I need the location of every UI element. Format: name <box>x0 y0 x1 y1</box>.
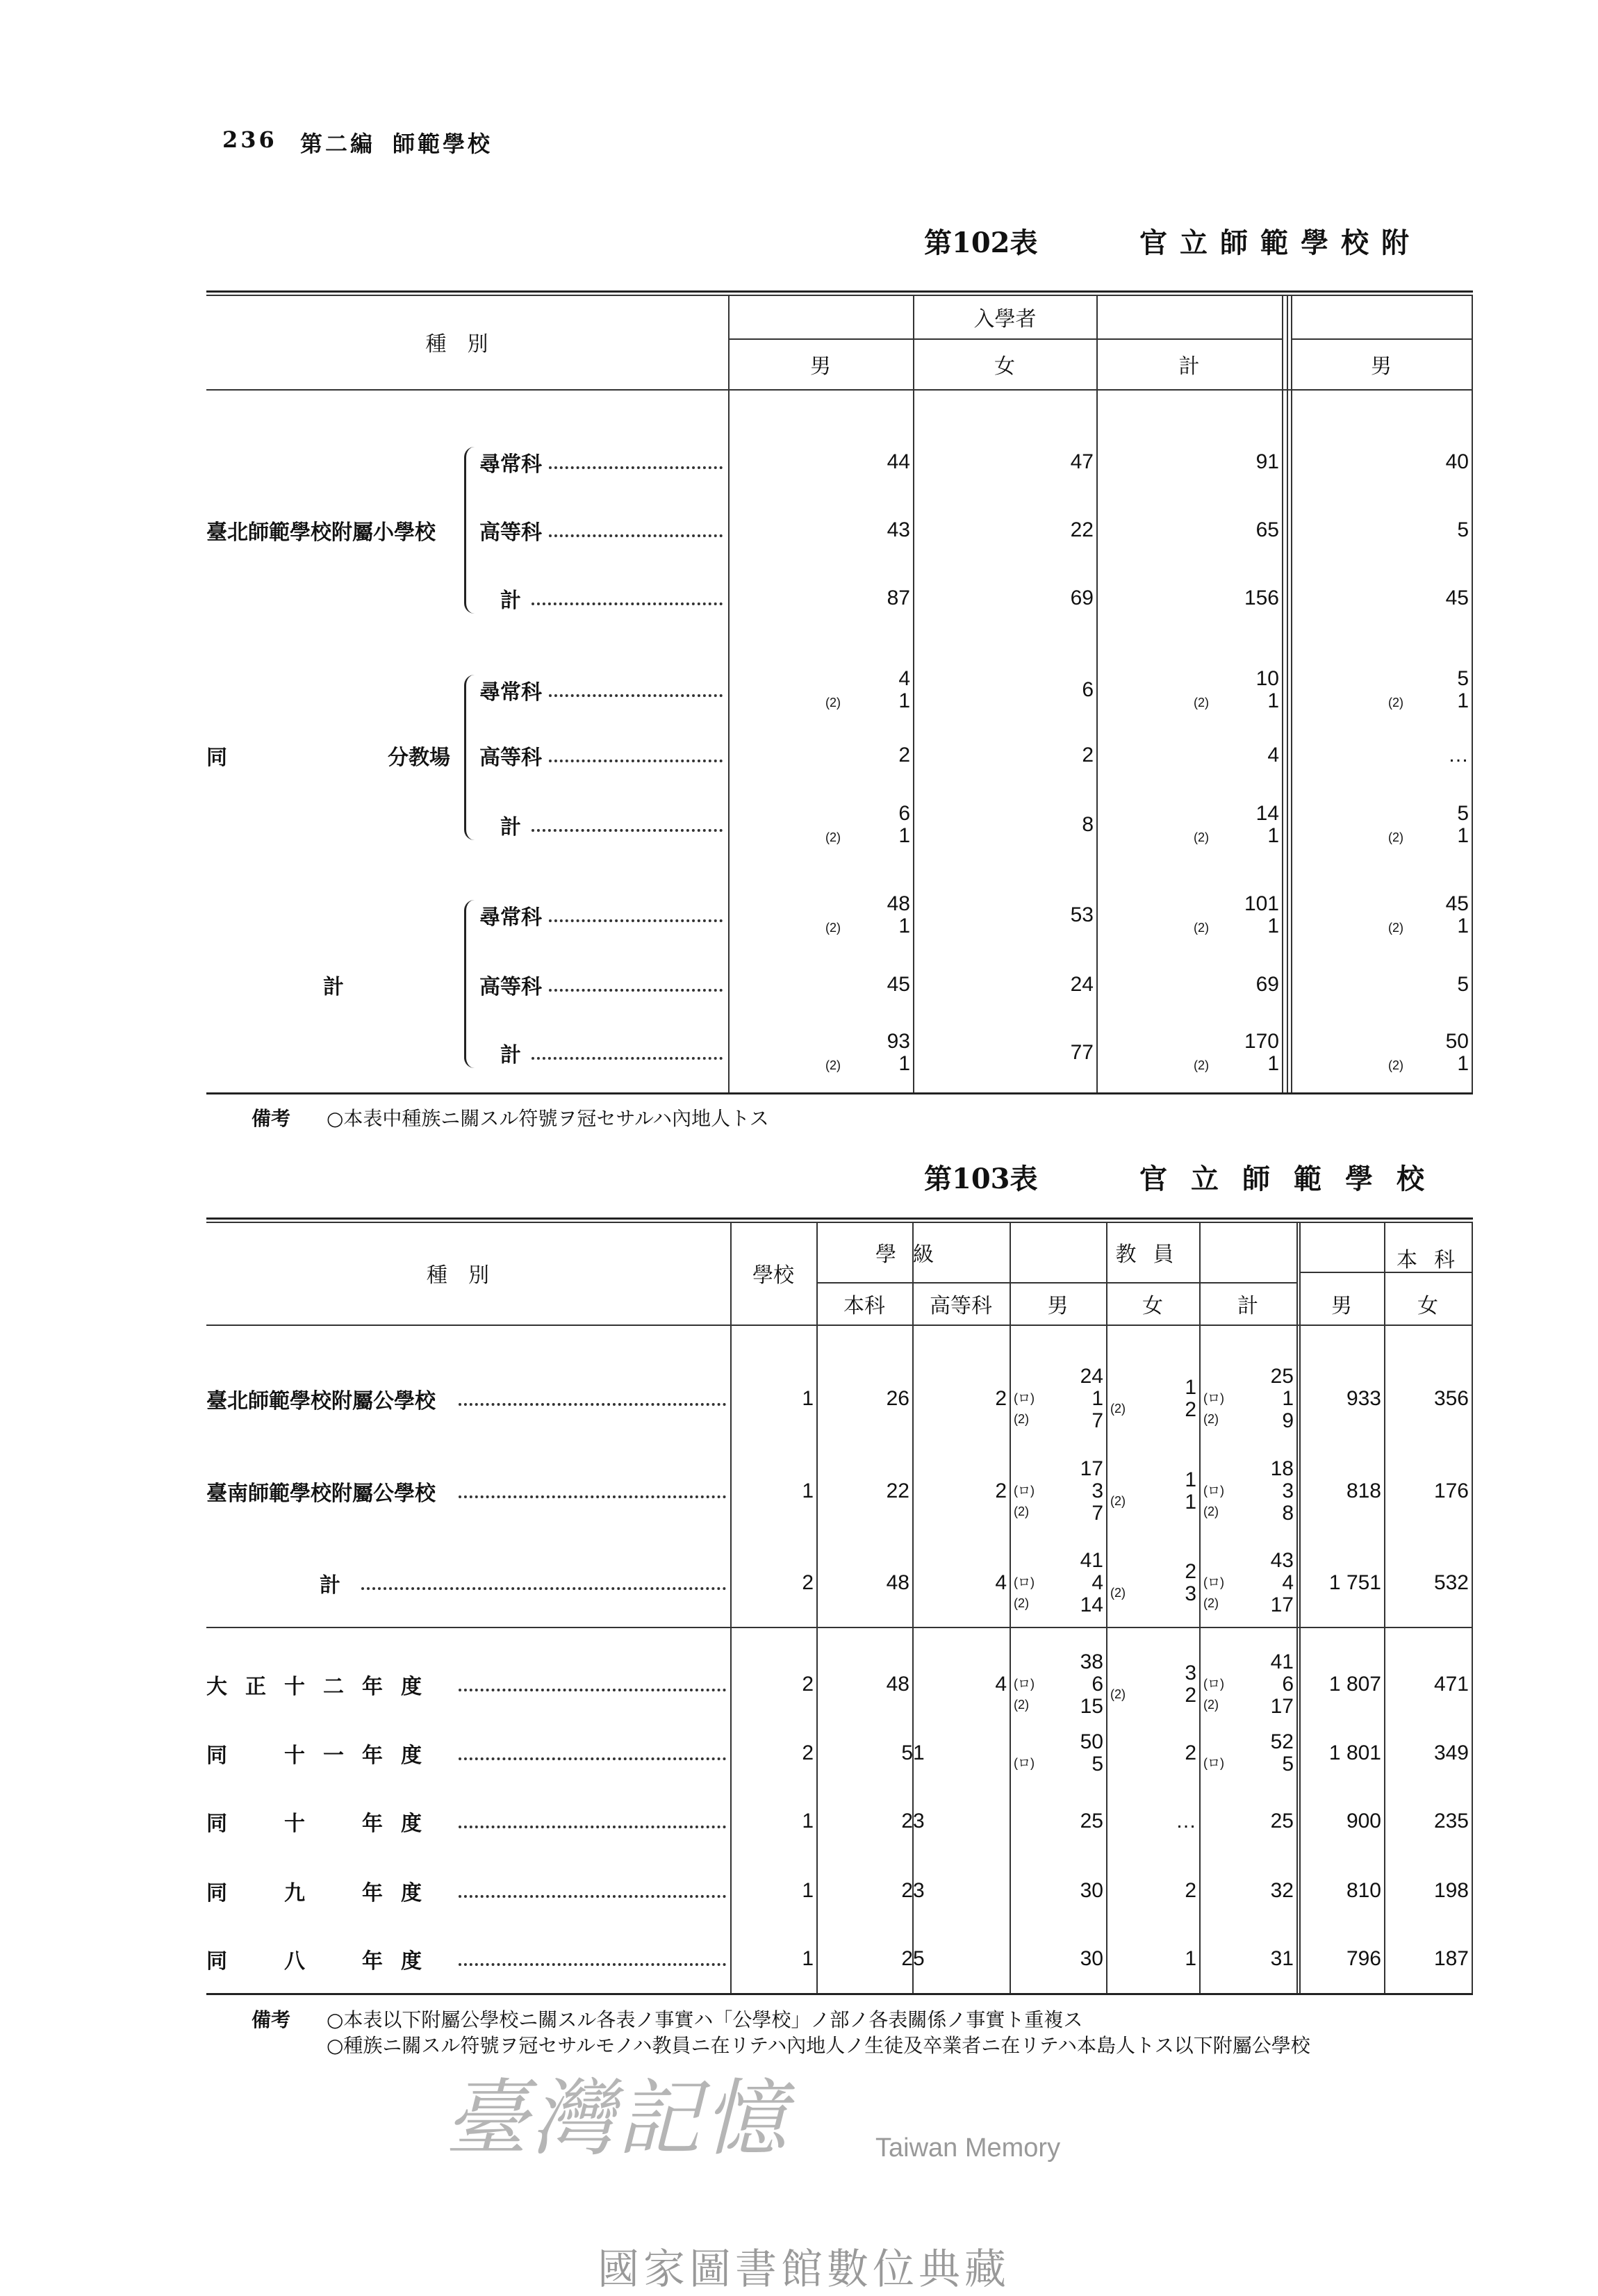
table-cell: 2 <box>802 1571 814 1594</box>
row-label: 尋常科 <box>479 680 542 705</box>
remark-text: ○本表中種族ニ關スル符號ヲ冠セサルハ內地人トス <box>327 1107 769 1130</box>
table-cell: 2 <box>802 1741 814 1764</box>
table103-number: 第103表 <box>924 1163 1038 1195</box>
cell-annotation: (2) <box>825 696 841 710</box>
leader-dots <box>459 1757 726 1760</box>
row-label: 高等科 <box>479 975 542 999</box>
table-cell: 23 <box>901 1879 925 1902</box>
page-number: 236 <box>222 126 277 153</box>
remark-label: 備考 <box>252 2008 291 2031</box>
table-cell: 2 <box>898 744 910 766</box>
table-cell: 235 <box>1433 1810 1469 1832</box>
table-cell: 349 <box>1433 1741 1469 1764</box>
leader-dots <box>532 829 723 832</box>
header-schools: 學校 <box>752 1263 794 1288</box>
column-divider <box>913 295 914 1092</box>
table-cell: 101 1 <box>1244 892 1279 937</box>
leader-dots <box>549 989 723 992</box>
leader-dots <box>459 1895 726 1898</box>
rule-line <box>206 1993 1473 1995</box>
table-cell: 69 <box>1255 973 1279 996</box>
header-male2: 男 <box>1371 354 1392 379</box>
table-cell: 45 <box>1445 587 1469 609</box>
table-cell: 5 <box>1457 518 1469 541</box>
table-cell: 176 <box>1433 1479 1469 1502</box>
row-label: 同 九 年度 <box>206 1881 440 1905</box>
cell-annotation: (2) <box>1388 1058 1403 1072</box>
brace-icon <box>464 675 475 840</box>
row-label: 高等科 <box>479 520 542 545</box>
header-female2: 女 <box>1417 1293 1438 1318</box>
table-cell: 87 <box>887 587 910 609</box>
cell-annotation: (2) <box>825 830 841 844</box>
cell-annotation: (2) <box>1110 1586 1126 1600</box>
table-cell: 4 <box>995 1673 1007 1696</box>
brace-icon <box>464 900 475 1068</box>
header-classes: 學級 <box>875 1242 950 1267</box>
table-cell: 23 <box>901 1810 925 1832</box>
table-cell: 41 4 14 <box>1080 1549 1103 1616</box>
leader-dots <box>459 1495 726 1498</box>
group-total-label: 計 <box>323 975 344 999</box>
table-cell: 4 1 <box>898 667 910 712</box>
table-cell: 6 1 <box>898 802 910 847</box>
leader-dots <box>459 1689 726 1691</box>
header-main: 本科 <box>843 1293 885 1318</box>
header-entrants: 入學者 <box>973 306 1037 331</box>
column-divider <box>1472 295 1473 1092</box>
leader-dots <box>459 1963 726 1966</box>
header-higher: 高等科 <box>930 1293 992 1318</box>
column-divider <box>1384 1222 1385 1993</box>
table-cell: 1 751 <box>1328 1571 1381 1594</box>
cell-annotation: (ロ) <box>1014 1756 1035 1770</box>
table-cell: 40 <box>1445 450 1469 473</box>
table-cell: 25 <box>901 1947 925 1970</box>
table-cell: 818 <box>1346 1479 1381 1502</box>
table-cell: 93 1 <box>887 1030 910 1075</box>
table-cell: 810 <box>1346 1879 1381 1902</box>
column-divider <box>1106 1222 1107 1993</box>
table-cell: 10 1 <box>1255 667 1279 712</box>
rule-line <box>206 290 1473 293</box>
leader-dots <box>361 1587 726 1590</box>
table-cell: 2 3 <box>1185 1560 1196 1605</box>
table-cell: 933 <box>1346 1387 1381 1410</box>
table-cell: 1 1 <box>1185 1468 1196 1514</box>
row-label: 計 <box>500 1043 521 1067</box>
column-divider <box>1472 1222 1473 1993</box>
table-cell: 48 <box>886 1571 909 1594</box>
table-cell: 1 <box>1185 1947 1196 1970</box>
table-cell: 77 <box>1070 1041 1094 1064</box>
header-female: 女 <box>1142 1293 1163 1318</box>
watermark-logo: 臺灣記憶 <box>445 2071 789 2167</box>
row-label: 高等科 <box>479 746 542 770</box>
table-cell: 8 <box>1082 813 1094 836</box>
cell-annotation: (2) <box>1194 696 1209 710</box>
cell-annotation: (2) <box>1388 830 1403 844</box>
cell-annotation: (ロ) (2) <box>1014 1677 1035 1712</box>
table-cell: 156 <box>1244 587 1279 609</box>
table-cell: 65 <box>1255 518 1279 541</box>
column-divider <box>1291 295 1292 1092</box>
row-label: 同 八 年度 <box>206 1949 440 1974</box>
column-divider <box>1096 295 1098 1092</box>
leader-dots <box>459 1403 726 1406</box>
table-cell: 24 1 7 <box>1080 1365 1103 1432</box>
table-cell: 17 3 7 <box>1080 1457 1103 1525</box>
leader-dots <box>549 466 723 469</box>
column-divider <box>1287 295 1288 1092</box>
table-cell: 32 <box>1270 1879 1294 1902</box>
table-cell: 532 <box>1433 1571 1469 1594</box>
cell-annotation: (2) <box>825 1058 841 1072</box>
remark-text: ○種族ニ關スル符號ヲ冠セサルモノハ教員ニ在リテハ內地人ノ生徒及卒業者ニ在リテハ本島人トス以下附屬公學校 <box>327 2034 1310 2057</box>
table-cell: 1 <box>802 1879 814 1902</box>
table-cell: 170 1 <box>1244 1030 1279 1075</box>
brace-icon <box>464 447 475 614</box>
header-kind: 種別 <box>425 332 509 356</box>
table-cell: 2 <box>1185 1741 1196 1764</box>
cell-annotation: (2) <box>1194 921 1209 935</box>
table-cell: 900 <box>1346 1810 1381 1832</box>
table-cell: 1 <box>802 1947 814 1970</box>
rule-line <box>206 1217 1473 1220</box>
header-female: 女 <box>994 354 1015 379</box>
leader-dots <box>549 534 723 537</box>
leader-dots <box>459 1826 726 1828</box>
table-cell: 30 <box>1080 1879 1103 1902</box>
table-cell: 69 <box>1070 587 1094 609</box>
table-cell: 1 2 <box>1185 1376 1196 1421</box>
table-cell: 5 <box>1457 973 1469 996</box>
table-cell: 796 <box>1346 1947 1381 1970</box>
header-male: 男 <box>810 354 831 379</box>
row-label: 同 十一年度 <box>206 1744 440 1768</box>
table-cell: 1 801 <box>1328 1741 1381 1764</box>
header-teachers: 教員 <box>1115 1242 1191 1267</box>
row-label: 計 <box>500 589 521 613</box>
column-divider <box>1010 1222 1011 1993</box>
row-label: 大正十二年度 <box>206 1675 440 1699</box>
leader-dots <box>532 1057 723 1060</box>
header-total: 計 <box>1178 354 1200 379</box>
table-cell: 198 <box>1433 1879 1469 1902</box>
column-divider <box>816 1222 818 1993</box>
table-cell: 356 <box>1433 1387 1469 1410</box>
table-cell: … <box>1176 1810 1196 1832</box>
table-cell: 2 <box>1082 744 1094 766</box>
table-cell: 1 <box>802 1810 814 1832</box>
table-cell: 4 <box>995 1571 1007 1594</box>
table-cell: 91 <box>1255 450 1279 473</box>
table-cell: 1 <box>802 1387 814 1410</box>
table-cell: 18 3 8 <box>1270 1457 1294 1525</box>
row-label: 臺南師範學校附屬公學校 <box>206 1482 436 1506</box>
table-cell: 2 <box>1185 1879 1196 1902</box>
table-cell: 43 <box>887 518 910 541</box>
cell-annotation: (ロ) (2) <box>1203 1484 1224 1518</box>
table-cell: 3 2 <box>1185 1662 1196 1707</box>
table-cell: … <box>1448 744 1469 766</box>
table-cell: 2 <box>802 1673 814 1696</box>
table-cell: 22 <box>1070 518 1094 541</box>
cell-annotation: (ロ) (2) <box>1203 1677 1224 1712</box>
cell-annotation: (2) <box>1110 1402 1126 1416</box>
table-cell: 5 1 <box>1457 802 1469 847</box>
row-label: 同 十 年度 <box>206 1812 440 1836</box>
row-label: 臺北師範學校附屬公學校 <box>206 1389 436 1413</box>
table-cell: 48 1 <box>887 892 910 937</box>
table-cell: 45 <box>887 973 910 996</box>
table-cell: 1 <box>802 1479 814 1502</box>
cell-annotation: (2) <box>1194 830 1209 844</box>
header-main-course: 本科 <box>1397 1248 1472 1272</box>
column-divider <box>728 295 730 1092</box>
header-kind: 種別 <box>427 1263 510 1288</box>
cell-annotation: (2) <box>1194 1058 1209 1072</box>
cell-annotation: (ロ) (2) <box>1014 1391 1035 1426</box>
remark-text: ○本表以下附屬公學校ニ關スル各表ノ事實ハ「公學校」ノ部ノ各表關係ノ事實ト重複ス <box>327 2008 1083 2031</box>
row-label: 計 <box>320 1573 340 1598</box>
table-cell: 1 807 <box>1328 1673 1381 1696</box>
cell-annotation: (ロ) (2) <box>1203 1391 1224 1426</box>
column-divider <box>912 1222 914 1993</box>
table-cell: 2 <box>995 1387 1007 1410</box>
column-divider <box>1282 295 1283 1092</box>
cell-annotation: (ロ) <box>1203 1756 1224 1770</box>
table-cell: 44 <box>887 450 910 473</box>
table102-title: 官立師範學校附 <box>1139 227 1422 259</box>
table-cell: 25 1 9 <box>1270 1365 1294 1432</box>
cell-annotation: (2) <box>1110 1687 1126 1701</box>
table-cell: 47 <box>1070 450 1094 473</box>
header-male: 男 <box>1047 1293 1069 1318</box>
cell-annotation: (ロ) (2) <box>1014 1575 1035 1610</box>
table-cell: 48 <box>886 1673 909 1696</box>
table-cell: 53 <box>1070 903 1094 926</box>
table-cell: 31 <box>1270 1947 1294 1970</box>
leader-dots <box>549 760 723 762</box>
rule-line <box>206 1627 1473 1628</box>
header-male2: 男 <box>1331 1293 1352 1318</box>
cell-annotation: (2) <box>1388 921 1403 935</box>
row-label: 尋常科 <box>479 452 542 477</box>
cell-annotation: (ロ) (2) <box>1203 1575 1224 1610</box>
column-divider <box>1199 1222 1201 1993</box>
table-cell: 41 6 17 <box>1270 1650 1294 1718</box>
table-cell: 22 <box>886 1479 909 1502</box>
table-cell: 45 1 <box>1445 892 1469 937</box>
section-title: 第二編 <box>300 131 376 157</box>
rule-line <box>206 1092 1473 1094</box>
table-cell: 25 <box>1080 1810 1103 1832</box>
table-cell: 6 <box>1082 678 1094 701</box>
cell-annotation: (2) <box>1388 696 1403 710</box>
cell-annotation: (2) <box>825 921 841 935</box>
column-divider <box>1296 1222 1298 1993</box>
row-label: 尋常科 <box>479 905 542 930</box>
group-0-label: 臺北師範學校附屬小學校 <box>206 520 436 545</box>
cell-annotation: (ロ) (2) <box>1014 1484 1035 1518</box>
column-divider <box>1299 1222 1301 1993</box>
column-divider <box>730 1222 732 1993</box>
table-cell: 14 1 <box>1255 802 1279 847</box>
group-1-suffix: 分教場 <box>388 746 450 770</box>
table-cell: 51 <box>901 1741 925 1764</box>
table103-title: 官立師範學校 <box>1139 1163 1448 1195</box>
chapter-title: 師範學校 <box>393 131 493 157</box>
table-cell: 52 5 <box>1270 1730 1294 1776</box>
leader-dots <box>549 694 723 697</box>
leader-dots <box>532 602 723 605</box>
table-cell: 187 <box>1433 1947 1469 1970</box>
rule-line <box>206 1325 1473 1326</box>
leader-dots <box>549 919 723 922</box>
table102-number: 第102表 <box>924 227 1038 259</box>
table-cell: 38 6 15 <box>1080 1650 1103 1718</box>
footer-credit: 國家圖書館數位典藏 <box>598 2245 1010 2294</box>
table-cell: 50 1 <box>1445 1030 1469 1075</box>
group-1-label: 同 <box>206 746 227 770</box>
table-cell: 43 4 17 <box>1270 1549 1294 1616</box>
table-cell: 24 <box>1070 973 1094 996</box>
table-cell: 2 <box>995 1479 1007 1502</box>
header-total: 計 <box>1237 1293 1258 1318</box>
table-cell: 5 1 <box>1457 667 1469 712</box>
table-cell: 471 <box>1433 1673 1469 1696</box>
table-cell: 26 <box>886 1387 909 1410</box>
table-cell: 25 <box>1270 1810 1294 1832</box>
table-cell: 50 5 <box>1080 1730 1103 1776</box>
watermark-subtitle: Taiwan Memory <box>875 2133 1061 2163</box>
remark-label: 備考 <box>252 1107 291 1130</box>
table-cell: 30 <box>1080 1947 1103 1970</box>
row-label: 計 <box>500 815 521 839</box>
cell-annotation: (2) <box>1110 1494 1126 1508</box>
table-cell: 4 <box>1267 744 1279 766</box>
